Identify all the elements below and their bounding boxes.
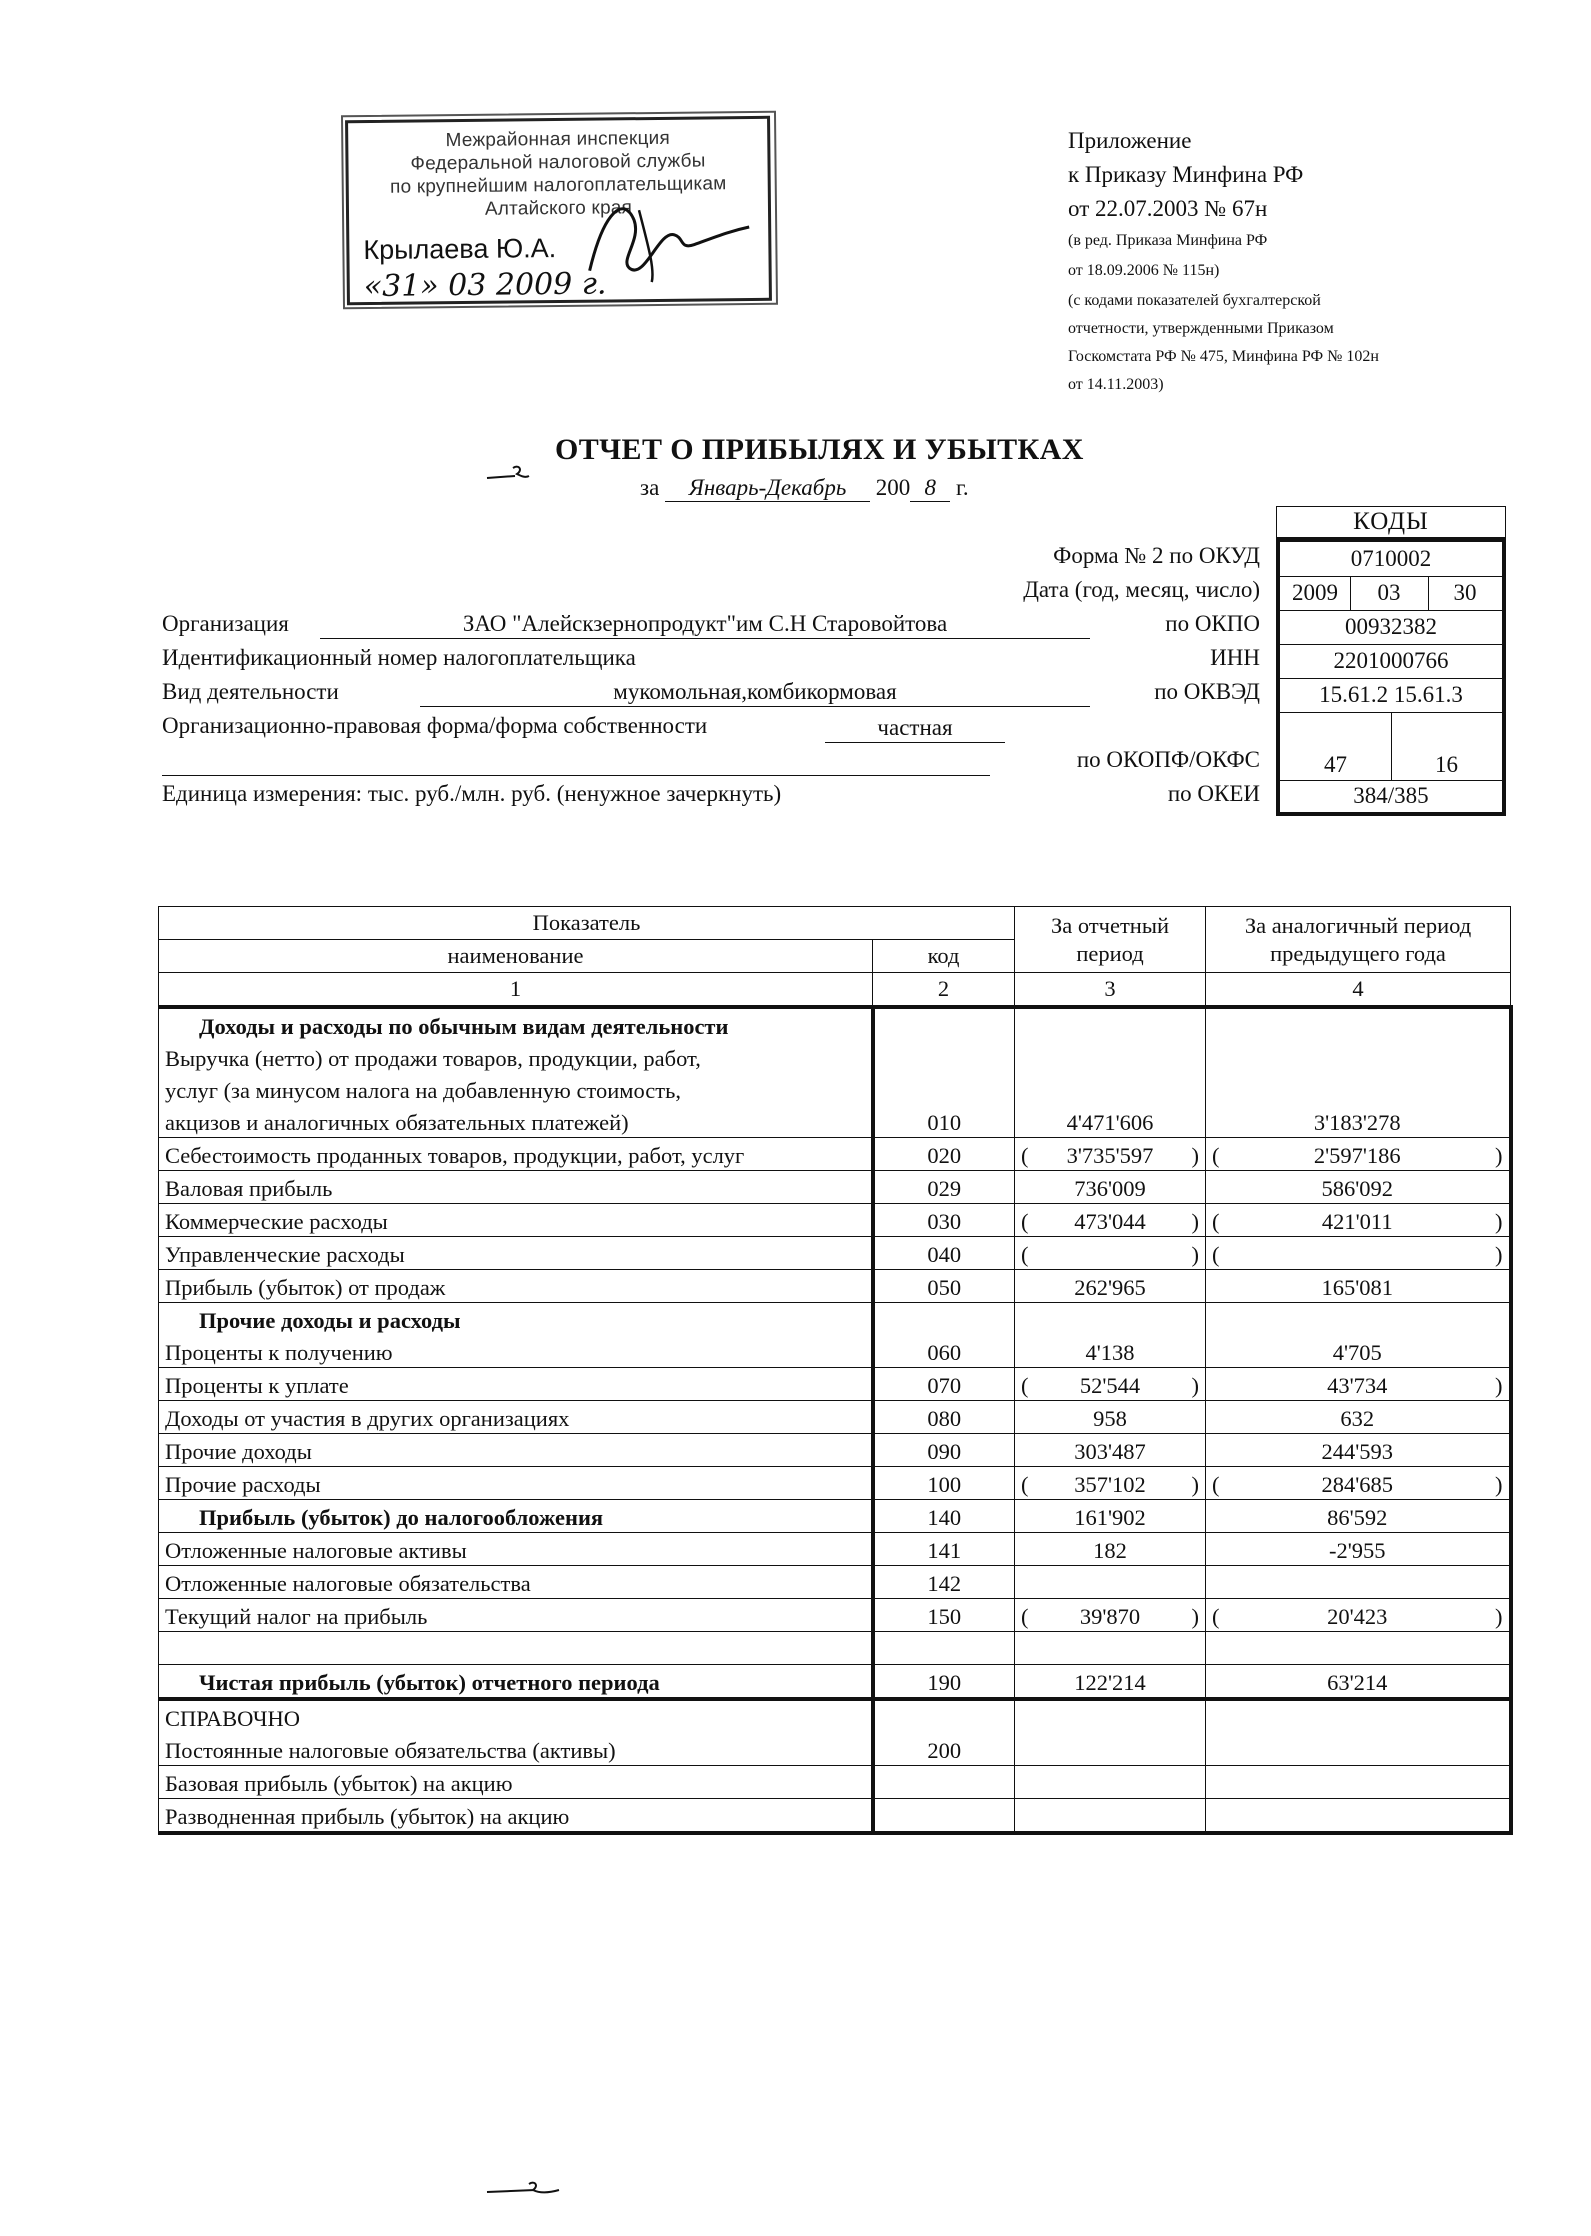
legal-form-label: Организационно-правовая форма/форма собственности bbox=[162, 713, 708, 738]
row-code: 100 bbox=[873, 1467, 1015, 1500]
row-label: Прочие доходы bbox=[159, 1434, 873, 1467]
row-current-value: ( 39'870 ) bbox=[1015, 1599, 1206, 1632]
code-date-year: 2009 bbox=[1292, 580, 1338, 605]
row-current-value: 736'009 bbox=[1015, 1171, 1206, 1204]
row-label: Проценты к получению bbox=[159, 1335, 873, 1368]
code-inn: 2201000766 bbox=[1280, 644, 1502, 679]
header-code: код bbox=[873, 940, 1015, 973]
row-label: Текущий налог на прибыль bbox=[159, 1599, 873, 1632]
form-label: Форма № 2 по ОКУД bbox=[1053, 543, 1260, 568]
row-code: 010 bbox=[873, 1105, 1015, 1138]
row-code: 141 bbox=[873, 1533, 1015, 1566]
row-previous-value: 3'183'278 bbox=[1206, 1105, 1511, 1138]
code-okpo: 00932382 bbox=[1280, 610, 1502, 645]
row-current-value: ( ) bbox=[1015, 1237, 1206, 1270]
code-okopf: 47 bbox=[1324, 752, 1347, 777]
handwritten-signature-icon bbox=[579, 189, 755, 286]
taxpayer-id-label: Идентификационный номер налогоплательщика bbox=[162, 645, 636, 670]
table-row-spacer bbox=[159, 1632, 1511, 1665]
row-previous-value: ( ) bbox=[1206, 1237, 1511, 1270]
organization-label: Организация bbox=[162, 611, 289, 636]
stamp-inspector-name: Крылаева Ю.А. bbox=[363, 233, 557, 266]
row-label: Управленческие расходы bbox=[159, 1237, 873, 1270]
table-row bbox=[159, 1665, 1511, 1700]
row-label: Прибыль (убыток) от продаж bbox=[159, 1270, 873, 1303]
row-code: 142 bbox=[873, 1566, 1015, 1599]
annex-line-8: Госкомстата РФ № 475, Минфина РФ № 102н bbox=[1068, 348, 1379, 365]
table-column-numbers-row bbox=[159, 973, 1511, 1008]
okei-label: по ОКЕИ bbox=[1167, 781, 1260, 806]
code-okved: 15.61.2 15.61.3 bbox=[1280, 678, 1502, 713]
row-previous-value: 86'592 bbox=[1206, 1500, 1511, 1533]
row-label: Базовая прибыль (убыток) на акцию bbox=[159, 1766, 873, 1799]
row-label: Прочие расходы bbox=[159, 1467, 873, 1500]
table-row bbox=[159, 1699, 1511, 1733]
annex-line-4: (в ред. Приказа Минфина РФ bbox=[1068, 232, 1268, 249]
row-previous-value: 4'705 bbox=[1206, 1335, 1511, 1368]
report-period bbox=[640, 475, 969, 502]
row-code: 060 bbox=[873, 1335, 1015, 1368]
row-label: Выручка (нетто) от продажи товаров, продукции, работ, bbox=[159, 1041, 873, 1073]
row-label: Валовая прибыль bbox=[159, 1171, 873, 1204]
table-row bbox=[159, 1138, 1511, 1171]
row-previous-value: ( 421'011 ) bbox=[1206, 1204, 1511, 1237]
annex-line-7: отчетности, утвержденными Приказом bbox=[1068, 320, 1334, 337]
annex-line-2: к Приказу Минфина РФ bbox=[1068, 162, 1304, 187]
section-heading: Доходы и расходы по обычным видам деятельности bbox=[159, 1007, 873, 1041]
row-current-value: 161'902 bbox=[1015, 1500, 1206, 1533]
table-row bbox=[159, 1766, 1511, 1799]
row-label: Постоянные налоговые обязательства (активы) bbox=[159, 1733, 873, 1766]
table-row bbox=[159, 1007, 1511, 1041]
row-label: акцизов и аналогичных обязательных платежей) bbox=[159, 1105, 873, 1138]
date-label: Дата (год, месяц, число) bbox=[1023, 577, 1260, 602]
annex-line-6: (с кодами показателей бухгалтерской bbox=[1068, 292, 1321, 309]
row-label: Себестоимость проданных товаров, продукции, работ, услуг bbox=[159, 1138, 873, 1171]
row-previous-value: ( 2'597'186 ) bbox=[1206, 1138, 1511, 1171]
okved-label: по ОКВЭД bbox=[1154, 679, 1260, 704]
table-row bbox=[159, 1073, 1511, 1105]
row-label: Доходы от участия в других организациях bbox=[159, 1401, 873, 1434]
row-current-value: ( 357'102 ) bbox=[1015, 1467, 1206, 1500]
row-previous-value: 632 bbox=[1206, 1401, 1511, 1434]
row-code: 200 bbox=[873, 1733, 1015, 1766]
row-previous-value: ( 20'423 ) bbox=[1206, 1599, 1511, 1632]
activity-value: мукомольная,комбикормовая bbox=[420, 678, 1090, 707]
period-months: Январь-Декабрь bbox=[665, 475, 870, 502]
activity-label: Вид деятельности bbox=[162, 679, 339, 704]
row-current-value: 303'487 bbox=[1015, 1434, 1206, 1467]
code-okei: 384/385 bbox=[1353, 783, 1429, 808]
table-row bbox=[159, 1041, 1511, 1073]
legal-form-underline bbox=[162, 775, 990, 776]
table-row bbox=[159, 1799, 1511, 1834]
row-code: 080 bbox=[873, 1401, 1015, 1434]
row-previous-value: 244'593 bbox=[1206, 1434, 1511, 1467]
unit-label: Единица измерения: тыс. руб./млн. руб. (ненужное зачеркнуть) bbox=[162, 781, 782, 806]
code-okud: 0710002 bbox=[1280, 542, 1502, 577]
row-current-value: 122'214 bbox=[1015, 1665, 1206, 1700]
stamp-line-1: Межрайонная инспекция bbox=[445, 127, 671, 152]
header-indicator: Показатель bbox=[159, 907, 1015, 940]
row-current-value: 958 bbox=[1015, 1401, 1206, 1434]
row-code: 050 bbox=[873, 1270, 1015, 1303]
row-code: 150 bbox=[873, 1599, 1015, 1632]
table-row bbox=[159, 1105, 1511, 1138]
row-previous-value: 586'092 bbox=[1206, 1171, 1511, 1204]
table-row bbox=[159, 1733, 1511, 1766]
row-current-value: 262'965 bbox=[1015, 1270, 1206, 1303]
reference-heading: СПРАВОЧНО bbox=[159, 1699, 873, 1733]
row-current-value: ( 473'044 ) bbox=[1015, 1204, 1206, 1237]
table-row bbox=[159, 1368, 1511, 1401]
row-code: 140 bbox=[873, 1500, 1015, 1533]
row-previous-value: ( 284'685 ) bbox=[1206, 1467, 1511, 1500]
period-suffix: г. bbox=[956, 475, 969, 500]
row-label: Проценты к уплате bbox=[159, 1368, 873, 1401]
column-number: 1 bbox=[159, 973, 873, 1008]
row-code: 040 bbox=[873, 1237, 1015, 1270]
code-date bbox=[1280, 576, 1502, 611]
code-date-month: 03 bbox=[1377, 580, 1401, 605]
codes-box bbox=[1276, 538, 1506, 816]
row-label: Отложенные налоговые активы bbox=[159, 1533, 873, 1566]
stamp-line-3: по крупнейшим налогоплательщикам bbox=[389, 173, 727, 198]
annex-line-3: от 22.07.2003 № 67н bbox=[1068, 196, 1268, 221]
row-current-value: 182 bbox=[1015, 1533, 1206, 1566]
header-current-period: За отчетный период bbox=[1015, 907, 1206, 973]
table-row bbox=[159, 1270, 1511, 1303]
codes-header: КОДЫ bbox=[1276, 506, 1506, 538]
scan-mark-icon bbox=[485, 2178, 565, 2203]
row-current-value: 4'138 bbox=[1015, 1335, 1206, 1368]
page-title: ОТЧЕТ О ПРИБЫЛЯХ И УБЫТКАХ bbox=[555, 433, 1084, 466]
okpo-label: по ОКПО bbox=[1165, 611, 1260, 636]
stamp-date: «31» 03 2009 г. bbox=[363, 266, 607, 305]
table-row bbox=[159, 1566, 1511, 1599]
row-label: Прибыль (убыток) до налогообложения bbox=[159, 1500, 873, 1533]
margin-mark-icon bbox=[485, 462, 531, 488]
period-year-prefix: 200 bbox=[875, 475, 911, 500]
header-name: наименование bbox=[159, 940, 873, 973]
code-okfs: 16 bbox=[1435, 752, 1458, 777]
row-code: 030 bbox=[873, 1204, 1015, 1237]
row-code: 070 bbox=[873, 1368, 1015, 1401]
row-current-value: ( 52'544 ) bbox=[1015, 1368, 1206, 1401]
table-row bbox=[159, 1303, 1511, 1336]
annex-line-1: Приложение bbox=[1068, 128, 1192, 153]
table-row bbox=[159, 1171, 1511, 1204]
legal-form-value: частная bbox=[825, 714, 1005, 743]
column-number: 4 bbox=[1206, 973, 1511, 1008]
row-label: услуг (за минусом налога на добавленную стоимость, bbox=[159, 1073, 873, 1105]
table-row bbox=[159, 1237, 1511, 1270]
table-row bbox=[159, 1335, 1511, 1368]
column-number: 2 bbox=[873, 973, 1015, 1008]
table-row bbox=[159, 1500, 1511, 1533]
stamp-line-2: Федеральной налоговой службы bbox=[410, 150, 706, 175]
row-code: 029 bbox=[873, 1171, 1015, 1204]
organization-value: ЗАО "Алейскзернопродукт"им С.Н Старовойтова bbox=[320, 610, 1090, 639]
row-previous-value: 63'214 bbox=[1206, 1665, 1511, 1700]
row-previous-value: -2'955 bbox=[1206, 1533, 1511, 1566]
row-code: 020 bbox=[873, 1138, 1015, 1171]
row-current-value: 4'471'606 bbox=[1015, 1105, 1206, 1138]
row-code: 090 bbox=[873, 1434, 1015, 1467]
period-year-digit: 8 bbox=[910, 475, 950, 502]
table-row bbox=[159, 1204, 1511, 1237]
annex-line-9: от 14.11.2003) bbox=[1068, 376, 1164, 393]
row-current-value: ( 3'735'597 ) bbox=[1015, 1138, 1206, 1171]
table-row bbox=[159, 1599, 1511, 1632]
table-row bbox=[159, 1401, 1511, 1434]
column-number: 3 bbox=[1015, 973, 1206, 1008]
row-label: Отложенные налоговые обязательства bbox=[159, 1566, 873, 1599]
okopf-label: по ОКОПФ/ОКФС bbox=[1076, 747, 1260, 772]
code-date-day: 30 bbox=[1453, 580, 1477, 605]
inn-label: ИНН bbox=[1210, 645, 1260, 670]
header-previous-period: За аналогичный период предыдущего года bbox=[1206, 907, 1511, 973]
code-okopf-okfs bbox=[1280, 712, 1502, 781]
row-previous-value: 43'734 ) bbox=[1206, 1368, 1511, 1401]
row-label: Разводненная прибыль (убыток) на акцию bbox=[159, 1799, 873, 1834]
row-previous-value: 165'081 bbox=[1206, 1270, 1511, 1303]
annex-line-5: от 18.09.2006 № 115н) bbox=[1068, 262, 1220, 279]
row-code: 190 bbox=[873, 1665, 1015, 1700]
section-heading: Прочие доходы и расходы bbox=[159, 1303, 873, 1336]
table-row bbox=[159, 1467, 1511, 1500]
row-label: Чистая прибыль (убыток) отчетного периода bbox=[159, 1665, 873, 1700]
stamp-line-4: Алтайского края bbox=[484, 197, 633, 220]
table-header-row bbox=[159, 907, 1511, 940]
tax-inspection-stamp bbox=[345, 116, 772, 305]
table-row bbox=[159, 1533, 1511, 1566]
period-prefix: за bbox=[640, 475, 660, 500]
row-label: Коммерческие расходы bbox=[159, 1204, 873, 1237]
profit-loss-table bbox=[158, 906, 1513, 1835]
table-row bbox=[159, 1434, 1511, 1467]
